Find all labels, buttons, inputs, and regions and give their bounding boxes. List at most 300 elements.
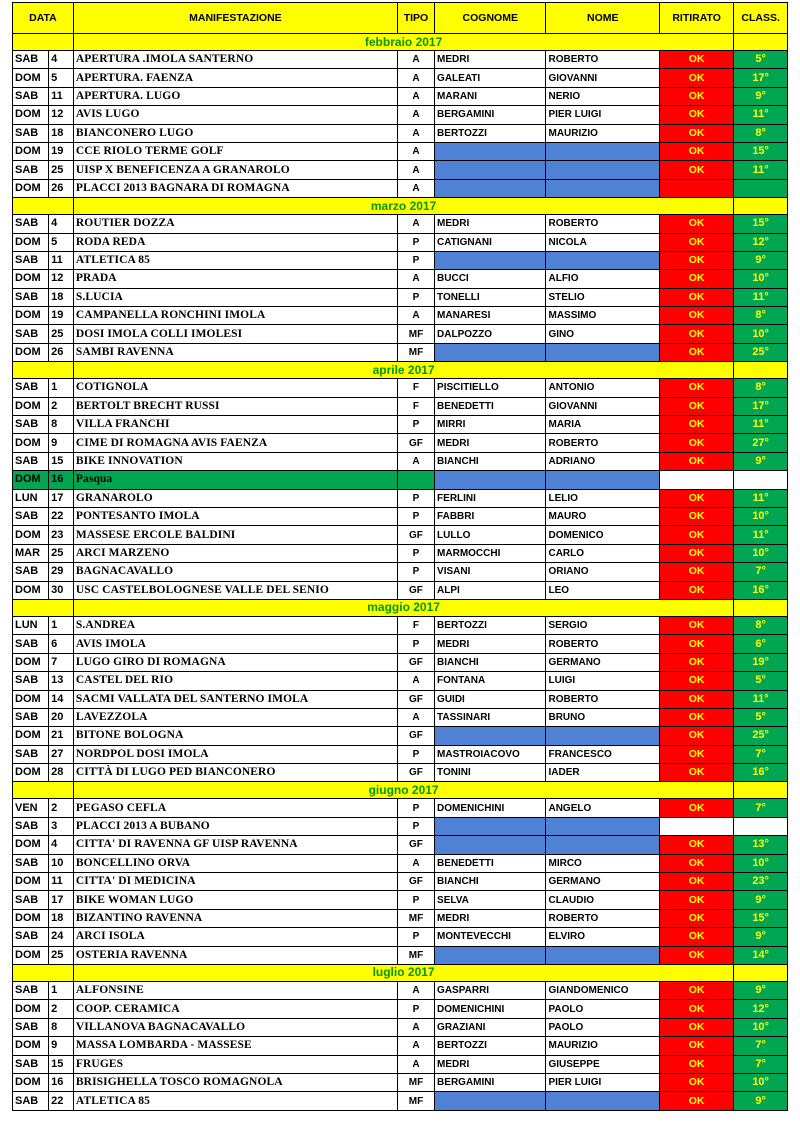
- event-row: [13, 106, 788, 124]
- event-row: [13, 836, 788, 854]
- ritirato-cell: OK: [659, 1037, 733, 1055]
- name-cell: ROBERTO: [546, 909, 660, 927]
- event-row: [13, 124, 788, 142]
- ritirato-cell: [659, 179, 733, 197]
- event-row: [13, 507, 788, 525]
- month-title: marzo 2017: [73, 198, 733, 215]
- tipo-cell: [397, 471, 434, 489]
- schedule-table: [12, 2, 788, 1111]
- ritirato-cell: OK: [659, 124, 733, 142]
- date-cell: 4: [49, 51, 74, 69]
- event-cell: CASTEL DEL RIO: [73, 672, 397, 690]
- event-cell: MASSA LOMBARDA - MASSESE: [73, 1037, 397, 1055]
- event-row: [13, 69, 788, 87]
- class-cell: 25°: [734, 343, 788, 361]
- ritirato-cell: OK: [659, 69, 733, 87]
- event-cell: LAVEZZOLA: [73, 708, 397, 726]
- day-cell: SAB: [13, 854, 49, 872]
- event-row: [13, 270, 788, 288]
- tipo-cell: P: [397, 416, 434, 434]
- name-cell: GIOVANNI: [546, 69, 660, 87]
- ritirato-cell: OK: [659, 581, 733, 599]
- ritirato-cell: OK: [659, 325, 733, 343]
- date-cell: 7: [49, 653, 74, 671]
- day-cell: SAB: [13, 817, 49, 835]
- ritirato-cell: OK: [659, 544, 733, 562]
- class-cell: 7°: [734, 563, 788, 581]
- date-cell: 26: [49, 179, 74, 197]
- tipo-cell: P: [397, 928, 434, 946]
- tipo-cell: P: [397, 233, 434, 251]
- day-cell: VEN: [13, 799, 49, 817]
- ritirato-cell: [659, 471, 733, 489]
- ritirato-cell: OK: [659, 142, 733, 160]
- surname-cell: ALPI: [435, 581, 546, 599]
- month-title: giugno 2017: [73, 782, 733, 799]
- event-cell: PEGASO CEFLA: [73, 799, 397, 817]
- event-cell: BONCELLINO ORVA: [73, 854, 397, 872]
- class-cell: 10°: [734, 1018, 788, 1036]
- date-cell: 10: [49, 854, 74, 872]
- event-cell: BIANCONERO LUGO: [73, 124, 397, 142]
- tipo-cell: MF: [397, 909, 434, 927]
- day-cell: DOM: [13, 343, 49, 361]
- day-cell: DOM: [13, 233, 49, 251]
- event-cell: ARCI MARZENO: [73, 544, 397, 562]
- tipo-cell: P: [397, 817, 434, 835]
- day-cell: DOM: [13, 307, 49, 325]
- month-spacer: [13, 362, 74, 379]
- tipo-cell: P: [397, 507, 434, 525]
- month-spacer: [13, 599, 74, 616]
- class-cell: 9°: [734, 87, 788, 105]
- date-cell: 26: [49, 343, 74, 361]
- date-cell: 1: [49, 616, 74, 634]
- class-cell: 7°: [734, 799, 788, 817]
- month-spacer: [13, 34, 74, 51]
- date-cell: 30: [49, 581, 74, 599]
- class-cell: [734, 471, 788, 489]
- day-cell: SAB: [13, 891, 49, 909]
- date-cell: 2: [49, 397, 74, 415]
- ritirato-cell: OK: [659, 251, 733, 269]
- ritirato-cell: OK: [659, 489, 733, 507]
- tipo-cell: GF: [397, 873, 434, 891]
- date-cell: 9: [49, 1037, 74, 1055]
- ritirato-cell: OK: [659, 764, 733, 782]
- date-cell: 8: [49, 416, 74, 434]
- day-cell: SAB: [13, 635, 49, 653]
- surname-cell: VISANI: [435, 563, 546, 581]
- surname-cell: BERTOZZI: [435, 1037, 546, 1055]
- header-row: [13, 3, 788, 34]
- date-cell: 4: [49, 215, 74, 233]
- surname-cell: [435, 946, 546, 964]
- event-cell: APERTURA. LUGO: [73, 87, 397, 105]
- day-cell: SAB: [13, 981, 49, 999]
- day-cell: SAB: [13, 452, 49, 470]
- class-cell: 8°: [734, 307, 788, 325]
- event-row: [13, 215, 788, 233]
- date-cell: 19: [49, 307, 74, 325]
- surname-cell: TONELLI: [435, 288, 546, 306]
- ritirato-cell: OK: [659, 653, 733, 671]
- ritirato-cell: [659, 817, 733, 835]
- class-cell: 19°: [734, 653, 788, 671]
- date-cell: 27: [49, 745, 74, 763]
- month-title: luglio 2017: [73, 964, 733, 981]
- surname-cell: BENEDETTI: [435, 854, 546, 872]
- name-cell: IADER: [546, 764, 660, 782]
- surname-cell: [435, 179, 546, 197]
- day-cell: SAB: [13, 1055, 49, 1073]
- day-cell: DOM: [13, 1073, 49, 1091]
- ritirato-cell: OK: [659, 434, 733, 452]
- tipo-cell: A: [397, 87, 434, 105]
- date-cell: 24: [49, 928, 74, 946]
- event-cell: ATLETICA 85: [73, 1092, 397, 1110]
- tipo-cell: A: [397, 270, 434, 288]
- tipo-cell: F: [397, 397, 434, 415]
- month-class-spacer: [734, 964, 788, 981]
- event-cell: Pasqua: [73, 471, 397, 489]
- surname-cell: BIANCHI: [435, 873, 546, 891]
- class-cell: 17°: [734, 69, 788, 87]
- surname-cell: LULLO: [435, 526, 546, 544]
- event-cell: FRUGES: [73, 1055, 397, 1073]
- date-cell: 15: [49, 1055, 74, 1073]
- name-cell: STELIO: [546, 288, 660, 306]
- event-row: [13, 288, 788, 306]
- event-row: [13, 179, 788, 197]
- class-cell: 8°: [734, 379, 788, 397]
- header-class: CLASS.: [734, 3, 788, 34]
- day-cell: DOM: [13, 179, 49, 197]
- class-cell: 11°: [734, 288, 788, 306]
- surname-cell: GUIDI: [435, 690, 546, 708]
- surname-cell: BERGAMINI: [435, 1073, 546, 1091]
- ritirato-cell: OK: [659, 161, 733, 179]
- date-cell: 25: [49, 946, 74, 964]
- name-cell: [546, 179, 660, 197]
- name-cell: ROBERTO: [546, 215, 660, 233]
- tipo-cell: MF: [397, 946, 434, 964]
- surname-cell: BIANCHI: [435, 452, 546, 470]
- day-cell: SAB: [13, 416, 49, 434]
- event-row: [13, 928, 788, 946]
- class-cell: 8°: [734, 124, 788, 142]
- surname-cell: MASTROIACOVO: [435, 745, 546, 763]
- tipo-cell: A: [397, 161, 434, 179]
- event-row: [13, 251, 788, 269]
- day-cell: DOM: [13, 653, 49, 671]
- event-row: [13, 1073, 788, 1091]
- event-cell: APERTURA. FAENZA: [73, 69, 397, 87]
- name-cell: [546, 727, 660, 745]
- month-title: aprile 2017: [73, 362, 733, 379]
- day-cell: DOM: [13, 69, 49, 87]
- tipo-cell: A: [397, 1037, 434, 1055]
- event-row: [13, 142, 788, 160]
- name-cell: MAURO: [546, 507, 660, 525]
- class-cell: 9°: [734, 452, 788, 470]
- month-spacer: [13, 782, 74, 799]
- day-cell: DOM: [13, 270, 49, 288]
- name-cell: ROBERTO: [546, 690, 660, 708]
- surname-cell: TONINI: [435, 764, 546, 782]
- ritirato-cell: OK: [659, 616, 733, 634]
- event-row: [13, 161, 788, 179]
- date-cell: 14: [49, 690, 74, 708]
- day-cell: DOM: [13, 690, 49, 708]
- day-cell: SAB: [13, 745, 49, 763]
- header-cognome: COGNOME: [435, 3, 546, 34]
- tipo-cell: MF: [397, 325, 434, 343]
- day-cell: SAB: [13, 928, 49, 946]
- date-cell: 13: [49, 672, 74, 690]
- day-cell: SAB: [13, 251, 49, 269]
- day-cell: DOM: [13, 1000, 49, 1018]
- month-class-spacer: [734, 362, 788, 379]
- ritirato-cell: OK: [659, 1092, 733, 1110]
- ritirato-cell: OK: [659, 946, 733, 964]
- ritirato-cell: OK: [659, 1073, 733, 1091]
- tipo-cell: A: [397, 708, 434, 726]
- event-row: [13, 526, 788, 544]
- event-cell: GRANAROLO: [73, 489, 397, 507]
- tipo-cell: A: [397, 854, 434, 872]
- surname-cell: MEDRI: [435, 215, 546, 233]
- event-row: [13, 325, 788, 343]
- event-row: [13, 616, 788, 634]
- name-cell: PAOLO: [546, 1000, 660, 1018]
- date-cell: 4: [49, 836, 74, 854]
- name-cell: SERGIO: [546, 616, 660, 634]
- event-cell: AVIS LUGO: [73, 106, 397, 124]
- surname-cell: GALEATI: [435, 69, 546, 87]
- event-row: [13, 891, 788, 909]
- name-cell: ADRIANO: [546, 452, 660, 470]
- event-cell: CIME DI ROMAGNA AVIS FAENZA: [73, 434, 397, 452]
- class-cell: 11°: [734, 161, 788, 179]
- event-cell: PLACCI 2013 BAGNARA DI ROMAGNA: [73, 179, 397, 197]
- surname-cell: PISCITIELLO: [435, 379, 546, 397]
- event-cell: S.ANDREA: [73, 616, 397, 634]
- name-cell: MASSIMO: [546, 307, 660, 325]
- date-cell: 21: [49, 727, 74, 745]
- tipo-cell: P: [397, 563, 434, 581]
- month-class-spacer: [734, 198, 788, 215]
- tipo-cell: A: [397, 672, 434, 690]
- date-cell: 16: [49, 471, 74, 489]
- date-cell: 17: [49, 489, 74, 507]
- date-cell: 28: [49, 764, 74, 782]
- tipo-cell: A: [397, 1018, 434, 1036]
- name-cell: [546, 471, 660, 489]
- ritirato-cell: OK: [659, 981, 733, 999]
- tipo-cell: P: [397, 288, 434, 306]
- event-cell: ATLETICA 85: [73, 251, 397, 269]
- event-row: [13, 379, 788, 397]
- class-cell: [734, 817, 788, 835]
- date-cell: 18: [49, 288, 74, 306]
- ritirato-cell: OK: [659, 909, 733, 927]
- day-cell: SAB: [13, 672, 49, 690]
- date-cell: 22: [49, 507, 74, 525]
- class-cell: 8°: [734, 616, 788, 634]
- surname-cell: BERTOZZI: [435, 124, 546, 142]
- day-cell: SAB: [13, 708, 49, 726]
- tipo-cell: P: [397, 635, 434, 653]
- date-cell: 18: [49, 124, 74, 142]
- month-row: [13, 782, 788, 799]
- class-cell: 7°: [734, 1055, 788, 1073]
- event-row: [13, 635, 788, 653]
- name-cell: [546, 946, 660, 964]
- ritirato-cell: OK: [659, 873, 733, 891]
- name-cell: NERIO: [546, 87, 660, 105]
- day-cell: SAB: [13, 124, 49, 142]
- event-row: [13, 343, 788, 361]
- header-nome: NOME: [546, 3, 660, 34]
- ritirato-cell: OK: [659, 799, 733, 817]
- event-cell: NORDPOL DOSI IMOLA: [73, 745, 397, 763]
- event-row: [13, 981, 788, 999]
- day-cell: DOM: [13, 764, 49, 782]
- ritirato-cell: OK: [659, 1000, 733, 1018]
- name-cell: [546, 1092, 660, 1110]
- name-cell: DOMENICO: [546, 526, 660, 544]
- event-cell: BITONE BOLOGNA: [73, 727, 397, 745]
- event-row: [13, 434, 788, 452]
- class-cell: 11°: [734, 106, 788, 124]
- event-row: [13, 416, 788, 434]
- surname-cell: MEDRI: [435, 635, 546, 653]
- tipo-cell: A: [397, 51, 434, 69]
- day-cell: DOM: [13, 946, 49, 964]
- event-cell: COOP. CERAMICA: [73, 1000, 397, 1018]
- event-row: [13, 873, 788, 891]
- class-cell: 6°: [734, 635, 788, 653]
- date-cell: 15: [49, 452, 74, 470]
- name-cell: BRUNO: [546, 708, 660, 726]
- day-cell: DOM: [13, 1037, 49, 1055]
- name-cell: CARLO: [546, 544, 660, 562]
- name-cell: ALFIO: [546, 270, 660, 288]
- date-cell: 19: [49, 142, 74, 160]
- event-cell: BIKE WOMAN LUGO: [73, 891, 397, 909]
- name-cell: GIOVANNI: [546, 397, 660, 415]
- event-cell: VILLA FRANCHI: [73, 416, 397, 434]
- event-cell: BRISIGHELLA TOSCO ROMAGNOLA: [73, 1073, 397, 1091]
- day-cell: SAB: [13, 507, 49, 525]
- date-cell: 5: [49, 233, 74, 251]
- ritirato-cell: OK: [659, 1018, 733, 1036]
- tipo-cell: MF: [397, 1092, 434, 1110]
- date-cell: 1: [49, 981, 74, 999]
- event-cell: SACMI VALLATA DEL SANTERNO IMOLA: [73, 690, 397, 708]
- tipo-cell: P: [397, 251, 434, 269]
- day-cell: DOM: [13, 873, 49, 891]
- class-cell: 10°: [734, 544, 788, 562]
- event-cell: CITTA' DI RAVENNA GF UISP RAVENNA: [73, 836, 397, 854]
- name-cell: GERMANO: [546, 873, 660, 891]
- day-cell: MAR: [13, 544, 49, 562]
- day-cell: SAB: [13, 563, 49, 581]
- month-row: [13, 198, 788, 215]
- event-cell: S.LUCIA: [73, 288, 397, 306]
- class-cell: 10°: [734, 325, 788, 343]
- class-cell: 12°: [734, 1000, 788, 1018]
- tipo-cell: GF: [397, 581, 434, 599]
- name-cell: CLAUDIO: [546, 891, 660, 909]
- day-cell: DOM: [13, 471, 49, 489]
- day-cell: LUN: [13, 616, 49, 634]
- class-cell: 11°: [734, 489, 788, 507]
- name-cell: PIER LUIGI: [546, 106, 660, 124]
- event-row: [13, 307, 788, 325]
- date-cell: 5: [49, 69, 74, 87]
- month-class-spacer: [734, 782, 788, 799]
- ritirato-cell: OK: [659, 270, 733, 288]
- ritirato-cell: OK: [659, 215, 733, 233]
- date-cell: 12: [49, 106, 74, 124]
- name-cell: LELIO: [546, 489, 660, 507]
- date-cell: 22: [49, 1092, 74, 1110]
- day-cell: SAB: [13, 1092, 49, 1110]
- name-cell: MARIA: [546, 416, 660, 434]
- tipo-cell: P: [397, 544, 434, 562]
- name-cell: FRANCESCO: [546, 745, 660, 763]
- tipo-cell: A: [397, 106, 434, 124]
- event-row: [13, 87, 788, 105]
- month-row: [13, 964, 788, 981]
- header-data: DATA: [13, 3, 74, 34]
- day-cell: DOM: [13, 526, 49, 544]
- event-cell: ALFONSINE: [73, 981, 397, 999]
- ritirato-cell: OK: [659, 854, 733, 872]
- date-cell: 8: [49, 1018, 74, 1036]
- class-cell: 11°: [734, 526, 788, 544]
- event-row: [13, 727, 788, 745]
- name-cell: LEO: [546, 581, 660, 599]
- event-cell: AVIS IMOLA: [73, 635, 397, 653]
- tipo-cell: A: [397, 1055, 434, 1073]
- day-cell: DOM: [13, 727, 49, 745]
- ritirato-cell: OK: [659, 708, 733, 726]
- surname-cell: FABBRI: [435, 507, 546, 525]
- name-cell: PAOLO: [546, 1018, 660, 1036]
- event-row: [13, 1037, 788, 1055]
- event-cell: CCE RIOLO TERME GOLF: [73, 142, 397, 160]
- name-cell: ELVIRO: [546, 928, 660, 946]
- event-row: [13, 909, 788, 927]
- surname-cell: BIANCHI: [435, 653, 546, 671]
- class-cell: 10°: [734, 270, 788, 288]
- month-class-spacer: [734, 599, 788, 616]
- tipo-cell: GF: [397, 690, 434, 708]
- event-cell: OSTERIA RAVENNA: [73, 946, 397, 964]
- surname-cell: [435, 142, 546, 160]
- day-cell: SAB: [13, 51, 49, 69]
- header-manifestazione: MANIFESTAZIONE: [73, 3, 397, 34]
- surname-cell: BERGAMINI: [435, 106, 546, 124]
- tipo-cell: A: [397, 142, 434, 160]
- event-cell: COTIGNOLA: [73, 379, 397, 397]
- month-row: [13, 34, 788, 51]
- day-cell: DOM: [13, 106, 49, 124]
- name-cell: [546, 142, 660, 160]
